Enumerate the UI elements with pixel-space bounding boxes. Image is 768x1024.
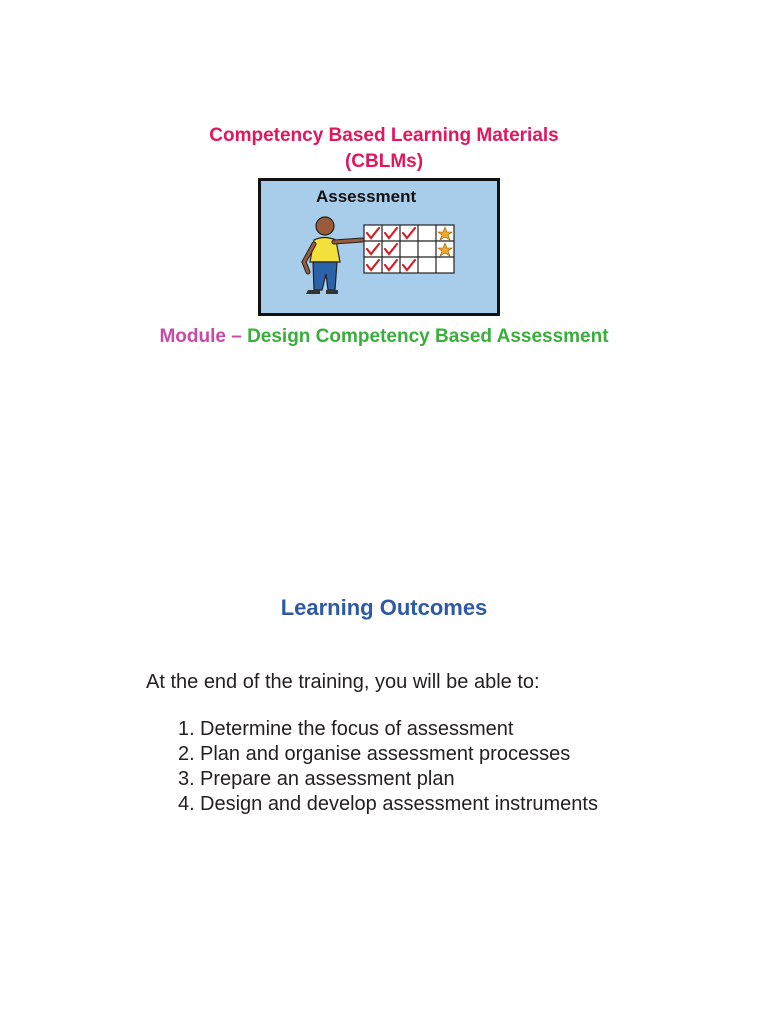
list-item [178, 792, 598, 817]
illustration-label: Assessment [316, 187, 417, 206]
list-item-text: Plan and organise assessment processes [200, 743, 571, 765]
list-item-text: Design and develop assessment instruments [200, 793, 598, 815]
document-title [0, 123, 768, 175]
list-item-number: 4. [178, 793, 195, 815]
list-item-text: Determine the focus of assessment [200, 718, 514, 740]
list-item-number: 3. [178, 768, 195, 790]
module-prefix: Module – [159, 326, 242, 347]
learning-outcomes-heading: Learning Outcomes [280, 595, 488, 620]
title-line-2: (CBLMs) [344, 151, 424, 172]
outcomes-list [178, 717, 598, 817]
list-item [178, 717, 598, 742]
assessment-illustration [258, 178, 500, 316]
module-title [0, 324, 768, 350]
list-item-number: 2. [178, 743, 195, 765]
module-name: Design Competency Based Assessment [247, 326, 609, 347]
assessment-chart-icon [258, 178, 500, 316]
list-item-text: Prepare an assessment plan [200, 768, 455, 790]
list-item-number: 1. [178, 718, 195, 740]
title-line-1: Competency Based Learning Materials [209, 125, 559, 146]
outcomes-intro: At the end of the training, you will be able to: [146, 671, 540, 693]
list-item [178, 767, 598, 792]
list-item [178, 742, 598, 767]
